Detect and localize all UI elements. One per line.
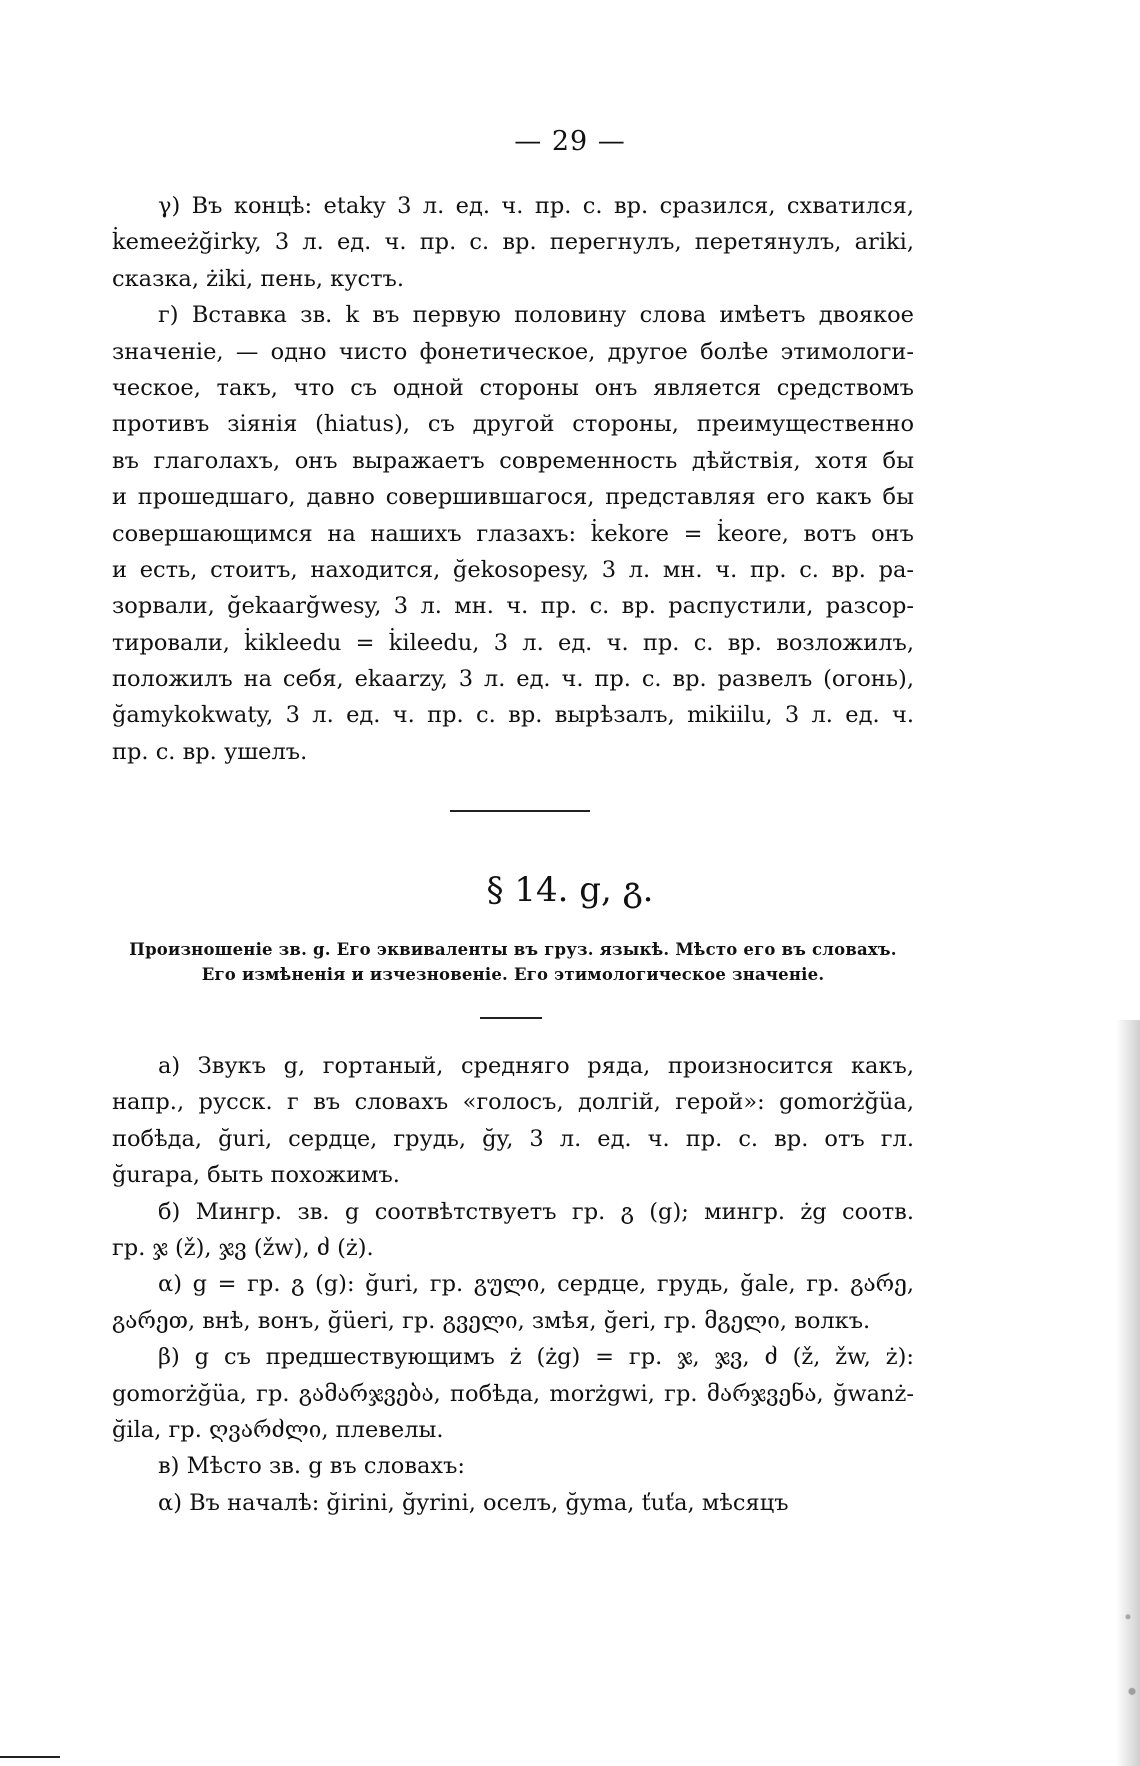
paragraph-line: k̇emeeżğirky, 3 л. ед. ч. пр. с. вр. перегнулъ, перетянулъ, ariki,: [112, 229, 914, 256]
text-block-upper: [112, 188, 914, 770]
paragraph-line: в) Мѣсто зв. g въ словахъ:: [158, 1453, 465, 1480]
paragraph-line: γ) Въ концѣ: etaky 3 л. ед. ч. пр. с. вр. сразился, схватился,: [158, 193, 914, 219]
paragraph-line: г) Вставка зв. k въ первую половину слова имѣетъ двоякое: [158, 302, 914, 329]
page-number: — 29 —: [514, 126, 626, 157]
paragraph-line: гр. ჯ (ž), ჯვ (žw), ძ (ż).: [112, 1234, 374, 1261]
paragraph-line: ğila, гр. ღვარძლი, плевелы.: [112, 1416, 444, 1443]
text-block-lower: [112, 1048, 914, 1521]
section-summary: [105, 937, 921, 987]
paragraph-line: въ глаголахъ, онъ выражаетъ современность дѣйствія, хотя бы: [112, 447, 914, 474]
paragraph-line: зорвали, ğekaarğwesy, 3 л. мн. ч. пр. с. вр. распустили, разсор-: [112, 593, 914, 620]
paragraph-line: ческое, такъ, что съ одной стороны онъ является средствомъ: [112, 374, 914, 401]
paragraph-line: ğurapa, быть похожимъ.: [112, 1162, 400, 1189]
scan-edge-noise: [1100, 1020, 1140, 1766]
paragraph-line: побѣда, ğuri, сердце, грудь, ğy, 3 л. ед. ч. пр. с. вр. отъ гл.: [112, 1125, 914, 1152]
paragraph-line: положилъ на себя, ekaarzy, 3 л. ед. ч. пр. с. вр. развелъ (огонь),: [112, 666, 914, 693]
section-title: § 14. g, გ.: [486, 870, 654, 910]
paragraph-line: противъ зіянія (hiatus), съ другой стороны, преимущественно: [112, 411, 914, 438]
paragraph-line: б) Мингр. зв. g соотвѣтствуетъ гр. გ (g); мингр. żg соотв.: [158, 1198, 914, 1225]
paragraph-line: и есть, стоитъ, находится, ğekosopesy, 3 л. мн. ч. пр. с. вр. ра-: [112, 556, 914, 583]
paragraph-line: ğamykokwaty, 3 л. ед. ч. пр. с. вр. вырѣзалъ, mikiilu, 3 л. ед. ч.: [112, 702, 914, 729]
summary-line: Произношеніе зв. g. Его эквиваленты въ груз. языкѣ. Мѣсто его въ словахъ.: [129, 940, 897, 959]
paragraph-line: сказка, żiki, пень, кустъ.: [112, 265, 404, 292]
paragraph-line: β) g съ предшествующимъ ż (żg) = гр. ჯ, ჯვ, ძ (ž, žw, ż):: [158, 1344, 914, 1371]
paragraph-line: გარეთ, внѣ, вонъ, ğüeri, гр. გველი, змѣя, ğeri, гр. მგელი, волкъ.: [112, 1307, 871, 1334]
paragraph-line: gomorżğüa, гр. გამარჯვება, побѣда, morżgwi, гр. მარჯვენა, ğwanż-: [112, 1380, 914, 1407]
paragraph-line: α) Въ началѣ: ğirini, ğyrini, оселъ, ğyma, ťuťa, мѣсяцъ: [158, 1489, 789, 1516]
paragraph-line: α) g = гр. გ (g): ğuri, гр. გული, сердце, грудь, ğale, гр. გარე,: [158, 1271, 914, 1298]
paragraph-line: а) Звукъ g, гортаный, средняго ряда, произносится какъ,: [158, 1053, 914, 1079]
paragraph-line: и прошедшаго, давно совершившагося, представляя его какъ бы: [112, 484, 914, 511]
summary-line: Его измѣненія и изчезновеніе. Его этимологическое значеніе.: [201, 965, 825, 984]
section-divider-bottom: [480, 1017, 542, 1019]
paragraph-line: тировали, k̇ikleedu = k̇ileedu, 3 л. ед. ч. пр. с. вр. возложилъ,: [112, 629, 914, 656]
paragraph-line: значеніе, — одно чисто фонетическое, другое болѣе этимологи-: [112, 338, 914, 365]
paragraph-line: напр., русск. г въ словахъ «голосъ, долгій, герой»: gomorżğüa,: [112, 1089, 914, 1116]
paragraph-line: пр. с. вр. ушелъ.: [112, 738, 308, 765]
scan-mark: [0, 1756, 60, 1758]
paragraph-line: совершающимся на нашихъ глазахъ: k̇ekore = k̇eore, вотъ онъ: [112, 520, 914, 547]
section-divider-top: [450, 810, 590, 812]
